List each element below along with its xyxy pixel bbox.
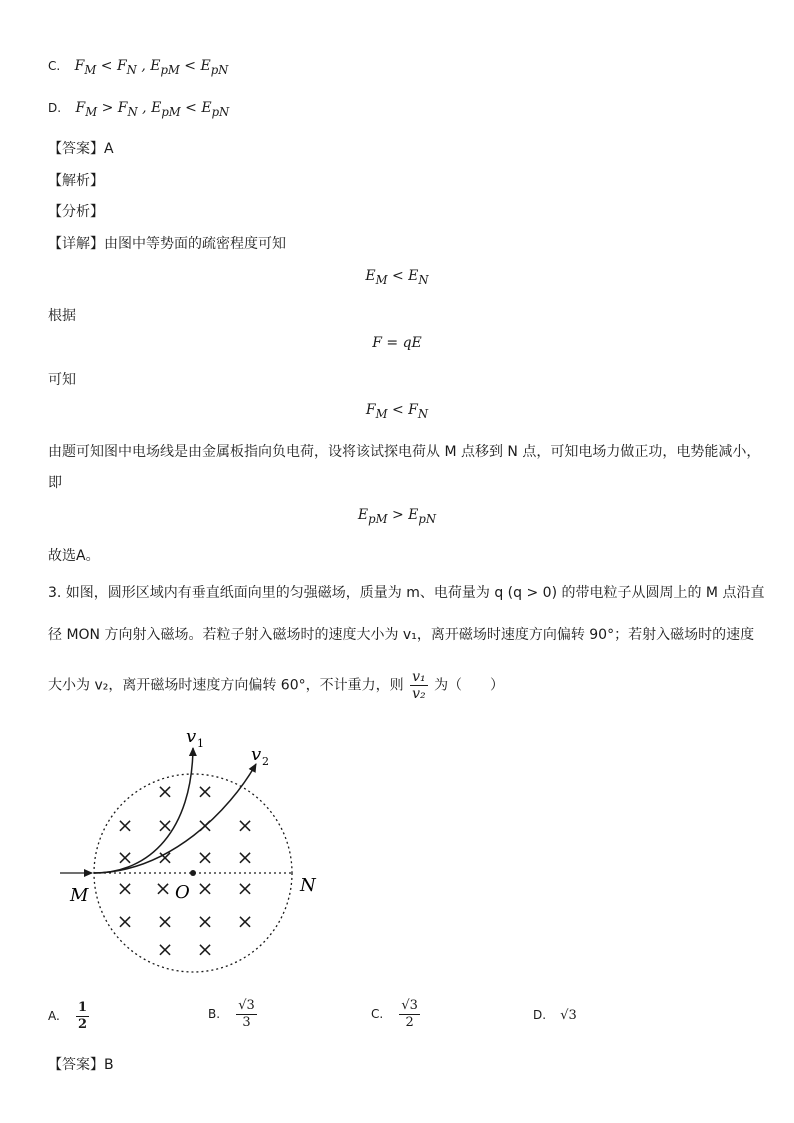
q3-line3-b: 为（ ）	[434, 677, 505, 694]
option-b-label: B.	[208, 1007, 221, 1021]
field-cross: ×	[116, 909, 134, 933]
field-cross: ×	[236, 845, 254, 869]
option-d[interactable]	[533, 1008, 577, 1023]
field-cross: ×	[156, 845, 174, 869]
field-cross: ×	[236, 909, 254, 933]
field-cross: ×	[196, 876, 214, 900]
field-cross: ×	[116, 876, 134, 900]
option-b-num: √3	[238, 998, 255, 1013]
field-cross: ×	[196, 813, 214, 837]
option-b-den: 3	[242, 1015, 251, 1030]
trajectory-v1	[94, 748, 193, 873]
option-d-value: √3	[560, 1008, 577, 1023]
genju-text: 根据	[48, 308, 76, 324]
option-a-num: 1	[77, 1000, 87, 1015]
q3-answer-row	[48, 1054, 114, 1074]
label-n: N	[300, 875, 316, 896]
detail-text: 由图中等势面的疏密程度可知	[104, 236, 286, 252]
equation-fm-fn: $F_M < F_N$	[365, 402, 429, 421]
equation-em-en: $E_M < E_N$	[365, 268, 429, 287]
equation-epm-epn: $E_{pM} > E_{pN}$	[357, 507, 437, 526]
label-v1: v	[186, 726, 197, 747]
answer-tag: 【答案】	[48, 141, 104, 157]
center-point-o	[190, 870, 196, 876]
q3-answer-tag: 【答案】	[48, 1057, 104, 1073]
label-m: M	[70, 885, 89, 906]
field-cross: ×	[236, 876, 254, 900]
label-v1-sub: 1	[197, 737, 204, 750]
option-a-den: 2	[77, 1017, 87, 1032]
field-cross: ×	[196, 909, 214, 933]
option-a[interactable]	[48, 1000, 91, 1033]
field-cross: ×	[156, 909, 174, 933]
q3-answer-value: B	[104, 1057, 114, 1073]
answer-value: A	[104, 141, 114, 157]
ratio-denominator: v₂	[412, 686, 426, 702]
option-a-label: A.	[48, 1009, 60, 1023]
equation-f-qe: F = qE	[372, 335, 422, 351]
field-cross: ×	[156, 937, 174, 961]
label-o: O	[175, 882, 190, 903]
option-c-num: √3	[401, 998, 418, 1013]
option-b[interactable]	[208, 998, 259, 1031]
ratio-numerator: v₁	[412, 669, 426, 685]
field-cross: ×	[196, 937, 214, 961]
option-a-value	[76, 1000, 89, 1033]
field-cross: ×	[156, 813, 174, 837]
option-b-value	[236, 998, 257, 1031]
option-c-den: 2	[405, 1015, 414, 1030]
label-v2-sub: 2	[262, 755, 269, 768]
ji-text: 即	[48, 475, 62, 491]
kezhi-text: 可知	[48, 372, 76, 388]
option-d-formula: $F_M > F_N$ , $E_{pM} < E_{pN}$	[75, 100, 230, 119]
option-label: C.	[48, 59, 61, 73]
field-cross: ×	[154, 876, 172, 900]
option-d-label: D.	[533, 1008, 547, 1022]
analysis-tag: 【解析】	[48, 173, 104, 189]
field-cross: ×	[156, 779, 174, 803]
q3-line1: 3. 如图，圆形区域内有垂直纸面向里的匀强磁场，质量为 m、电荷量为 q (q > 0) 的带电粒子从圆周上的 M 点沿直	[48, 585, 765, 601]
option-c[interactable]	[371, 998, 422, 1031]
field-crosses	[117, 779, 254, 961]
field-cross: ×	[196, 779, 214, 803]
field-cross: ×	[116, 813, 134, 837]
option-label: D.	[48, 101, 62, 115]
paragraph-field-lines: 由题可知图中电场线是由金属板指向负电荷，设将该试探电荷从 M 点移到 N 点，可知电场力做正功，电势能减小，	[48, 444, 761, 460]
option-c-label: C.	[371, 1007, 384, 1021]
fenxi-tag: 【分析】	[48, 204, 104, 220]
option-c-value	[399, 998, 420, 1031]
detail-tag: 【详解】	[48, 236, 104, 252]
label-v2: v	[251, 744, 262, 765]
field-cross: ×	[116, 845, 134, 869]
q3-line3-a: 大小为 v₂，离开磁场时速度方向偏转 60°，不计重力，则	[48, 677, 404, 694]
field-cross: ×	[236, 813, 254, 837]
conclusion-text: 故选A。	[48, 548, 100, 564]
q3-line2: 径 MON 方向射入磁场。若粒子射入磁场时的速度大小为 v₁，离开磁场时速度方向偏转 90°；若射入磁场时的速度	[48, 627, 755, 643]
field-cross: ×	[196, 845, 214, 869]
option-c-formula: $F_M < F_N$ , $E_{pM} < E_{pN}$	[74, 58, 229, 77]
